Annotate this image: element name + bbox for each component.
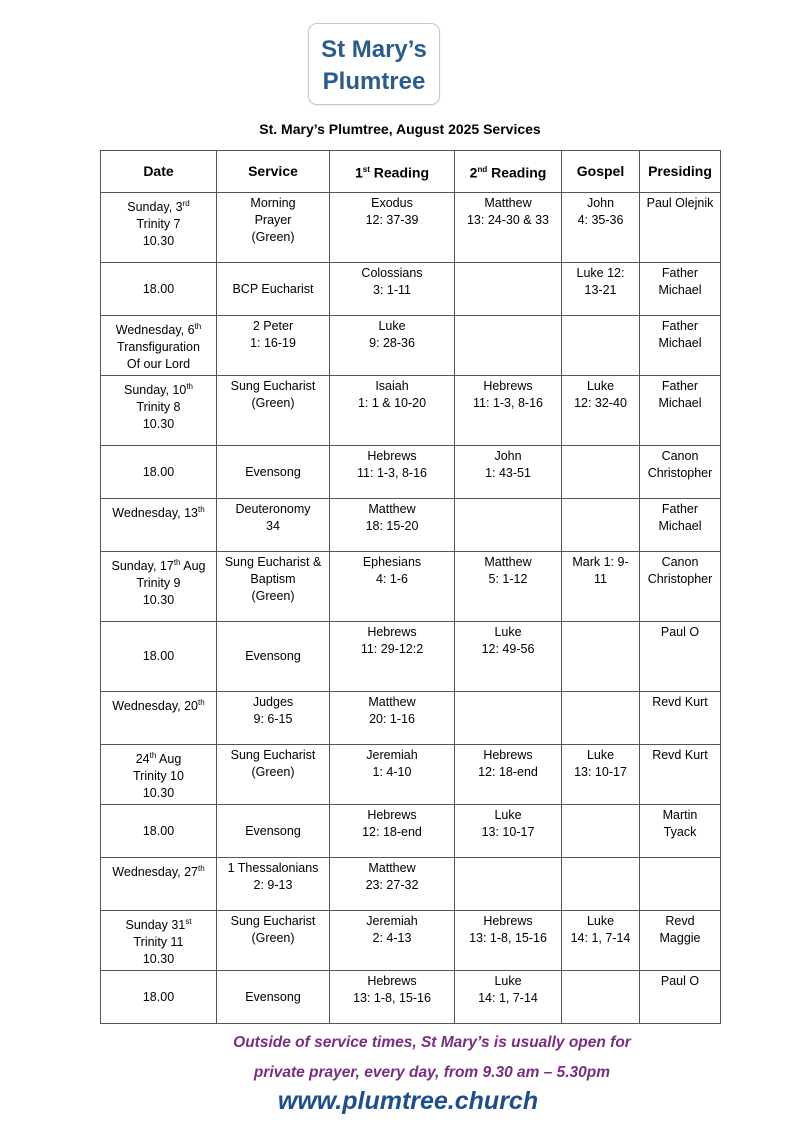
cell-date: 18.00 [101, 263, 217, 316]
table-row [101, 692, 721, 745]
cell-service: Sung Eucharist (Green) [217, 911, 330, 971]
cell-r2 [455, 316, 562, 376]
cell-service: 2 Peter 1: 16-19 [217, 316, 330, 376]
cell-r2: Luke 12: 49-56 [455, 622, 562, 692]
page-title: St. Mary’s Plumtree, August 2025 Services [259, 121, 541, 137]
cell-r2 [455, 692, 562, 745]
table-row [101, 911, 721, 971]
cell-gospel [562, 692, 640, 745]
cell-date: 18.00 [101, 446, 217, 499]
cell-r1: Jeremiah 2: 4-13 [330, 911, 455, 971]
cell-presiding: Paul O [640, 971, 721, 1024]
cell-r1: Matthew 20: 1-16 [330, 692, 455, 745]
cell-r2: Matthew 5: 1-12 [455, 552, 562, 622]
cell-r1: Exodus 12: 37-39 [330, 193, 455, 263]
cell-gospel: Luke 12: 13-21 [562, 263, 640, 316]
cell-presiding: Paul O [640, 622, 721, 692]
cell-r1: Jeremiah 1: 4-10 [330, 745, 455, 805]
footer-line-2: private prayer, every day, from 9.30 am – 5.30pm [253, 1064, 611, 1081]
cell-gospel: Luke 12: 32-40 [562, 376, 640, 446]
table-header-row [101, 151, 721, 193]
cell-gospel [562, 971, 640, 1024]
cell-r2: Hebrews 12: 18-end [455, 745, 562, 805]
header-gospel: Gospel [562, 151, 640, 193]
cell-presiding: Martin Tyack [640, 805, 721, 858]
cell-r2: Hebrews 13: 1-8, 15-16 [455, 911, 562, 971]
cell-gospel [562, 858, 640, 911]
cell-gospel [562, 805, 640, 858]
cell-presiding: Paul Olejnik [640, 193, 721, 263]
logo-line-2: Plumtree [322, 68, 426, 95]
cell-presiding: Revd Kurt [640, 745, 721, 805]
cell-r2: Luke 14: 1, 7-14 [455, 971, 562, 1024]
cell-date: 18.00 [101, 622, 217, 692]
cell-gospel [562, 499, 640, 552]
cell-r2 [455, 858, 562, 911]
cell-r2 [455, 263, 562, 316]
cell-presiding [640, 858, 721, 911]
table-row [101, 971, 721, 1024]
table-row [101, 193, 721, 263]
cell-presiding: Revd Maggie [640, 911, 721, 971]
cell-date: Sunday 31st Trinity 11 10.30 [101, 911, 217, 971]
cell-r1: Hebrews 11: 29-12:2 [330, 622, 455, 692]
table-row [101, 499, 721, 552]
cell-presiding: Canon Christopher [640, 446, 721, 499]
cell-r2: Matthew 13: 24-30 & 33 [455, 193, 562, 263]
cell-service: Evensong [217, 805, 330, 858]
table-row [101, 446, 721, 499]
cell-date: 18.00 [101, 971, 217, 1024]
table-body [101, 193, 721, 1024]
cell-gospel [562, 622, 640, 692]
cell-r1: Ephesians 4: 1-6 [330, 552, 455, 622]
table-row [101, 745, 721, 805]
cell-presiding: Revd Kurt [640, 692, 721, 745]
cell-date: Wednesday, 6th Transfiguration Of our Lord [101, 316, 217, 376]
header-date: Date [101, 151, 217, 193]
cell-date: 18.00 [101, 805, 217, 858]
cell-service: Morning Prayer (Green) [217, 193, 330, 263]
cell-gospel [562, 316, 640, 376]
cell-date: Wednesday, 20th [101, 692, 217, 745]
cell-date: Sunday, 17th Aug Trinity 9 10.30 [101, 552, 217, 622]
header-service: Service [217, 151, 330, 193]
cell-service: Evensong [217, 971, 330, 1024]
cell-gospel: John 4: 35-36 [562, 193, 640, 263]
cell-r1: Luke 9: 28-36 [330, 316, 455, 376]
cell-r2: Hebrews 11: 1-3, 8-16 [455, 376, 562, 446]
cell-service: Evensong [217, 446, 330, 499]
website-link[interactable]: www.plumtree.church [277, 1087, 539, 1115]
cell-r1: Colossians 3: 1-11 [330, 263, 455, 316]
cell-gospel [562, 446, 640, 499]
table-row [101, 622, 721, 692]
cell-r2 [455, 499, 562, 552]
cell-presiding: Father Michael [640, 263, 721, 316]
cell-service: Sung Eucharist (Green) [217, 376, 330, 446]
cell-date: Wednesday, 13th [101, 499, 217, 552]
table-row [101, 316, 721, 376]
table-row [101, 263, 721, 316]
cell-r2: John 1: 43-51 [455, 446, 562, 499]
cell-service: 1 Thessalonians 2: 9-13 [217, 858, 330, 911]
logo-line-1: St Mary’s [321, 36, 427, 63]
cell-service: Evensong [217, 622, 330, 692]
cell-r1: Matthew 18: 15-20 [330, 499, 455, 552]
cell-gospel: Mark 1: 9- 11 [562, 552, 640, 622]
table-row [101, 376, 721, 446]
logo [308, 23, 440, 105]
cell-date: Sunday, 3rd Trinity 7 10.30 [101, 193, 217, 263]
table-row [101, 858, 721, 911]
cell-presiding: Canon Christopher [640, 552, 721, 622]
cell-presiding: Father Michael [640, 499, 721, 552]
services-table [100, 150, 721, 1024]
footer-line-1: Outside of service times, St Mary’s is usually open for [233, 1034, 631, 1051]
cell-r1: Matthew 23: 27-32 [330, 858, 455, 911]
cell-service: Sung Eucharist & Baptism (Green) [217, 552, 330, 622]
cell-r1: Isaiah 1: 1 & 10-20 [330, 376, 455, 446]
cell-service: Sung Eucharist (Green) [217, 745, 330, 805]
cell-service: BCP Eucharist [217, 263, 330, 316]
cell-r1: Hebrews 11: 1-3, 8-16 [330, 446, 455, 499]
cell-presiding: Father Michael [640, 376, 721, 446]
cell-date: 24th Aug Trinity 10 10.30 [101, 745, 217, 805]
cell-service: Judges 9: 6-15 [217, 692, 330, 745]
cell-service: Deuteronomy 34 [217, 499, 330, 552]
table-row [101, 805, 721, 858]
cell-date: Sunday, 10th Trinity 8 10.30 [101, 376, 217, 446]
cell-r1: Hebrews 12: 18-end [330, 805, 455, 858]
cell-date: Wednesday, 27th [101, 858, 217, 911]
cell-presiding: Father Michael [640, 316, 721, 376]
header-1st-reading: 1st Reading [330, 151, 455, 193]
header-2nd-reading: 2nd Reading [455, 151, 562, 193]
cell-r1: Hebrews 13: 1-8, 15-16 [330, 971, 455, 1024]
cell-r2: Luke 13: 10-17 [455, 805, 562, 858]
cell-gospel: Luke 14: 1, 7-14 [562, 911, 640, 971]
cell-gospel: Luke 13: 10-17 [562, 745, 640, 805]
header-presiding: Presiding [640, 151, 721, 193]
table-row [101, 552, 721, 622]
